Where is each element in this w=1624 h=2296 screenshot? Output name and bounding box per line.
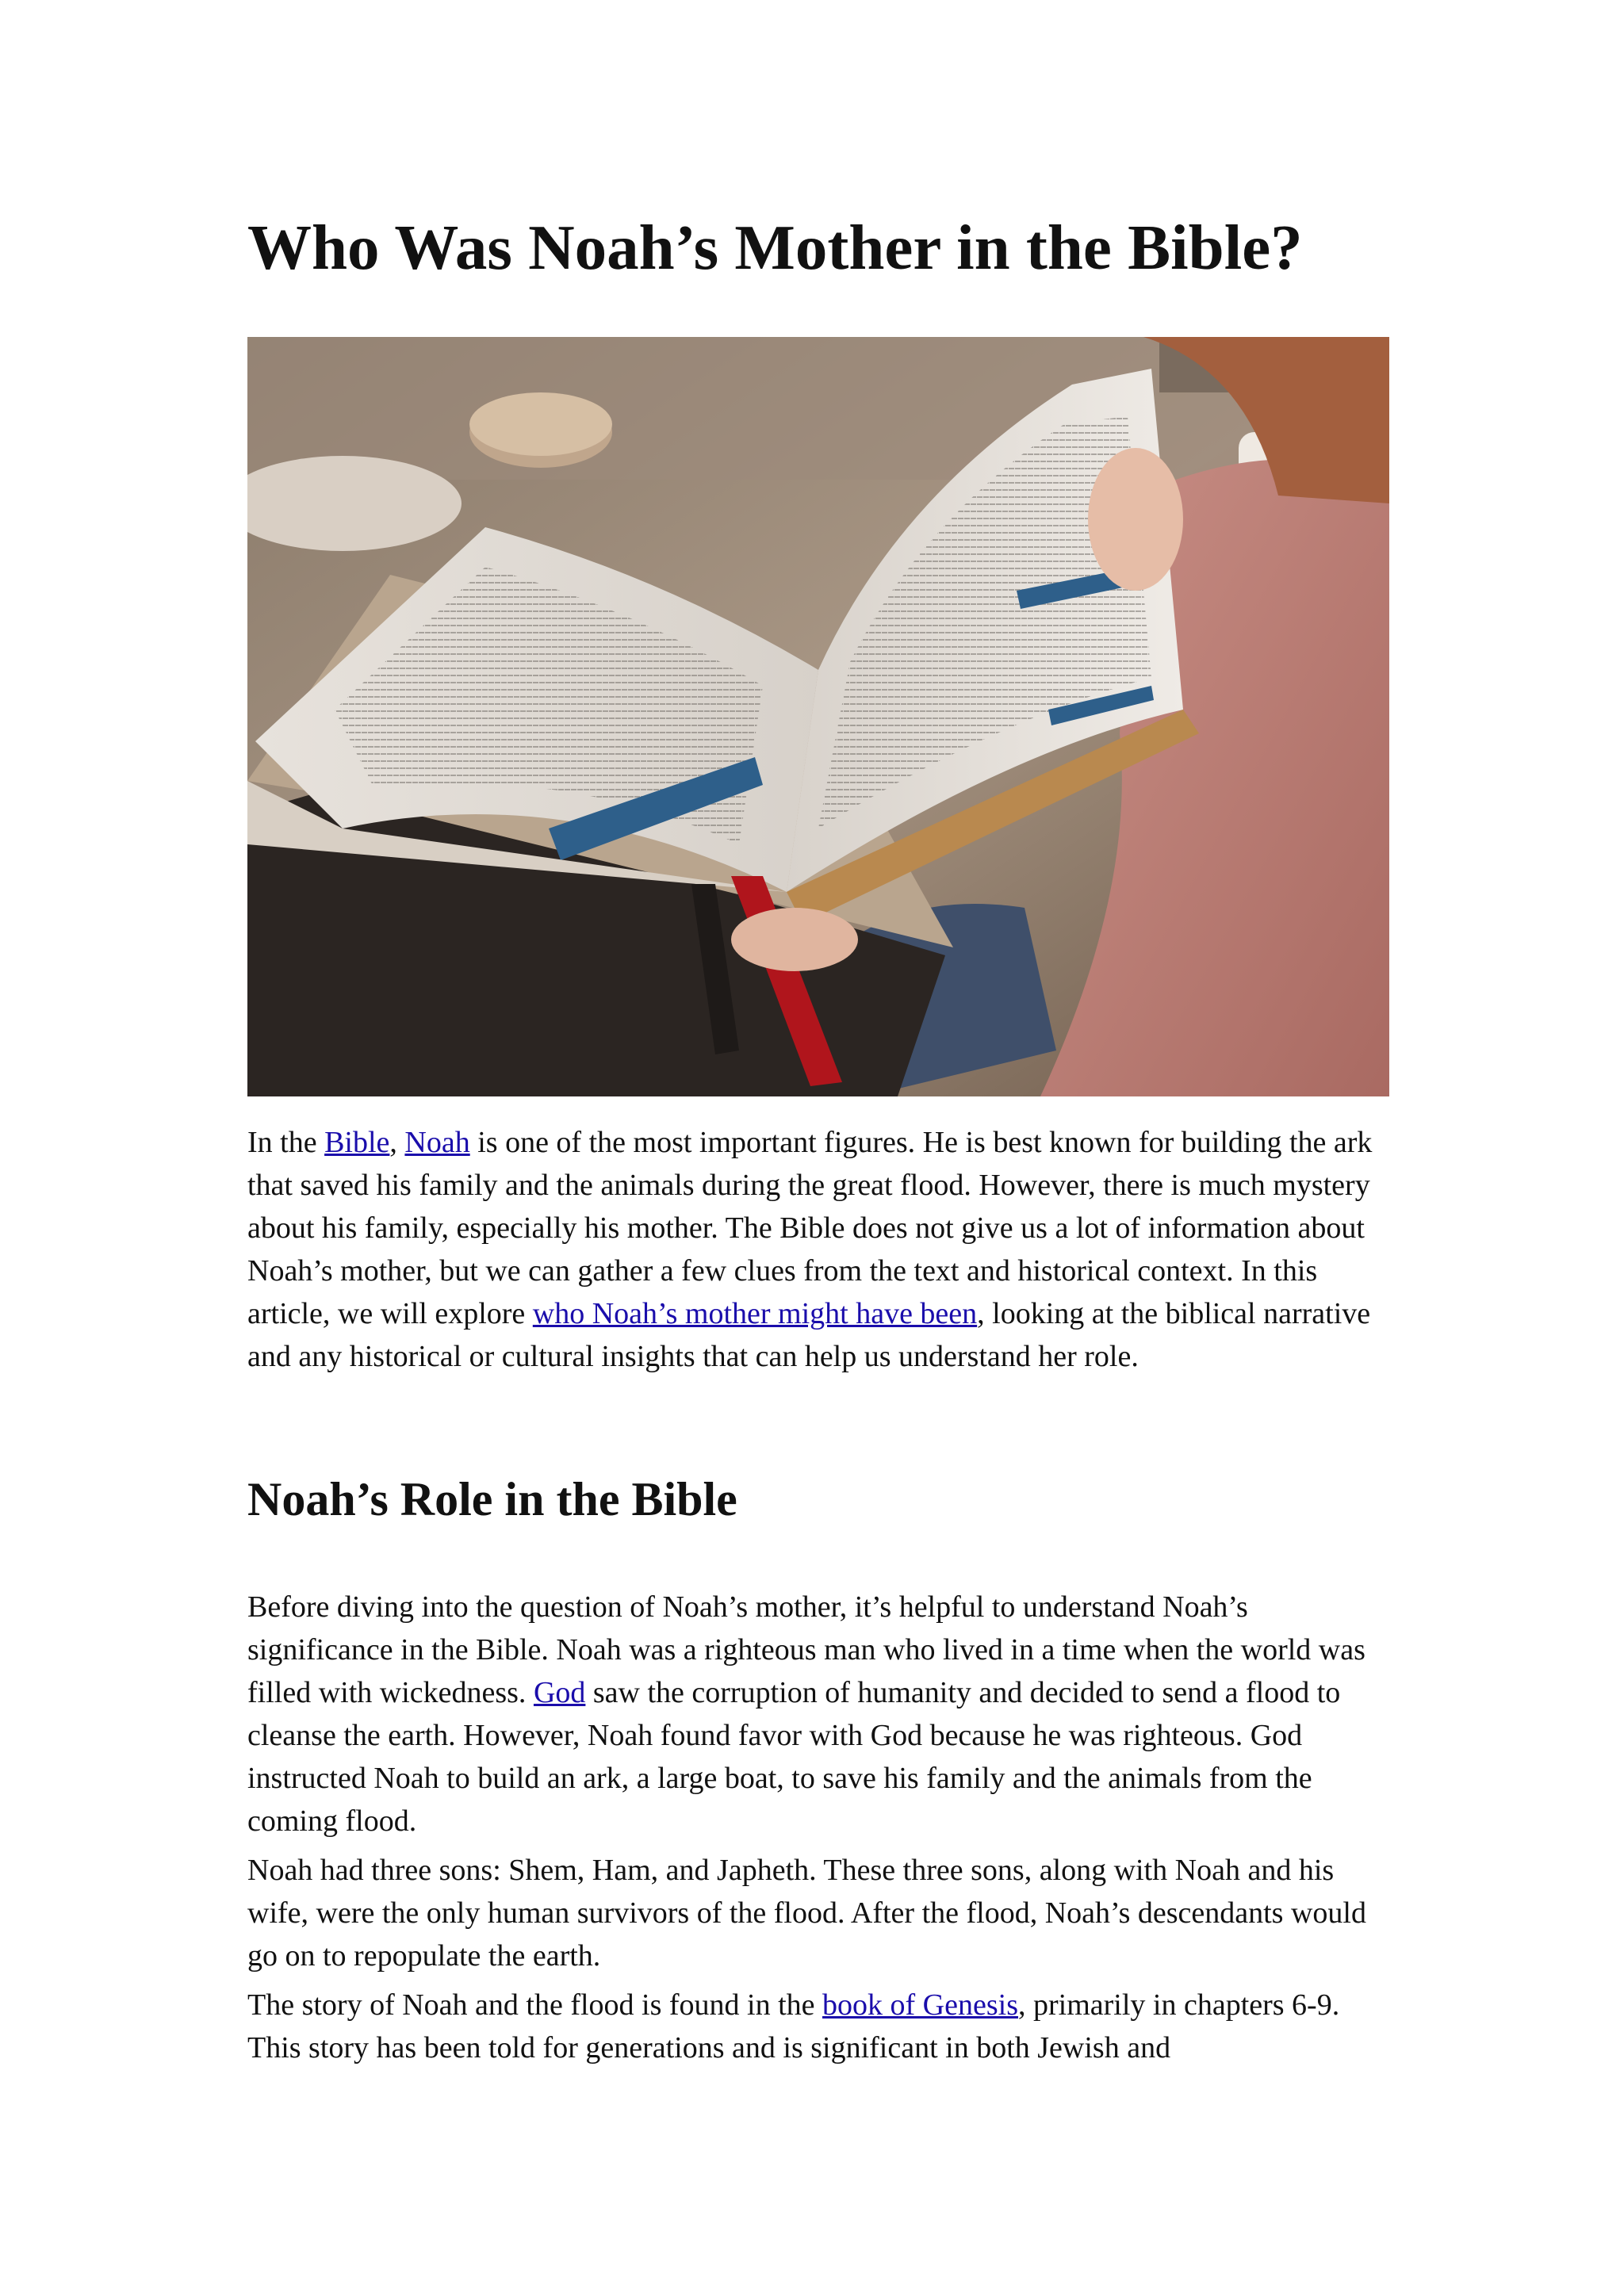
- section-paragraph-1: [247, 1586, 1389, 1843]
- section-paragraph-2: Noah had three sons: Shem, Ham, and Japheth. These three sons, along with Noah and his wife, were the only human survivors of the flood. After the flood, Noah’s descendants would go on to repopulate the earth.: [247, 1854, 1366, 1973]
- intro-text-3: is one of the most important figures. He is best known for building the ark that saved his family and the animals during the great flood. However, there is much mystery about his family, especially his mother. The Bible does not give us a lot of information about Noah’s mother, but we can gather a few clues from the text and historical context. In this article, we will explore: [247, 1126, 1373, 1330]
- god-link[interactable]: God: [533, 1676, 586, 1709]
- section-p1-text-2: saw the corruption of humanity and decided to send a flood to cleanse the earth. However, Noah found favor with God because he was righteous. God instructed Noah to build an ark, a large boat, to save his family and the animals from the coming flood.: [247, 1676, 1341, 1838]
- bible-link[interactable]: Bible: [324, 1126, 390, 1159]
- hero-image: [247, 337, 1389, 1096]
- article-title: Who Was Noah’s Mother in the Bible?: [247, 212, 1303, 283]
- intro-paragraph: [247, 1121, 1389, 1378]
- intro-text-4: , looking at the biblical narrative and any historical or cultural insights that can help us understand her role.: [247, 1297, 1371, 1373]
- bible-photo-illustration: [247, 337, 1389, 1096]
- section-body: [247, 1586, 1389, 2076]
- intro-text-1: In the: [247, 1126, 325, 1159]
- section-p3-text-1: The story of Noah and the flood is found in the: [247, 1988, 823, 2022]
- section-heading: Noah’s Role in the Bible: [247, 1473, 737, 1525]
- book-of-genesis-link[interactable]: book of Genesis: [822, 1988, 1018, 2022]
- intro-text-2: ,: [389, 1126, 405, 1159]
- section-p3-text-2: , primarily in chapters 6-9. This story has been told for generations and is significant in both Jewish and: [247, 1988, 1340, 2064]
- noahs-mother-link[interactable]: who Noah’s mother might have been: [532, 1297, 978, 1330]
- noah-link[interactable]: Noah: [404, 1126, 470, 1159]
- section-paragraph-3: [247, 1984, 1389, 2069]
- section-p1-text-1: Before diving into the question of Noah’s mother, it’s helpful to understand Noah’s significance in the Bible. Noah was a righteous man who lived in a time when the world was filled with wickedness.: [247, 1590, 1365, 1709]
